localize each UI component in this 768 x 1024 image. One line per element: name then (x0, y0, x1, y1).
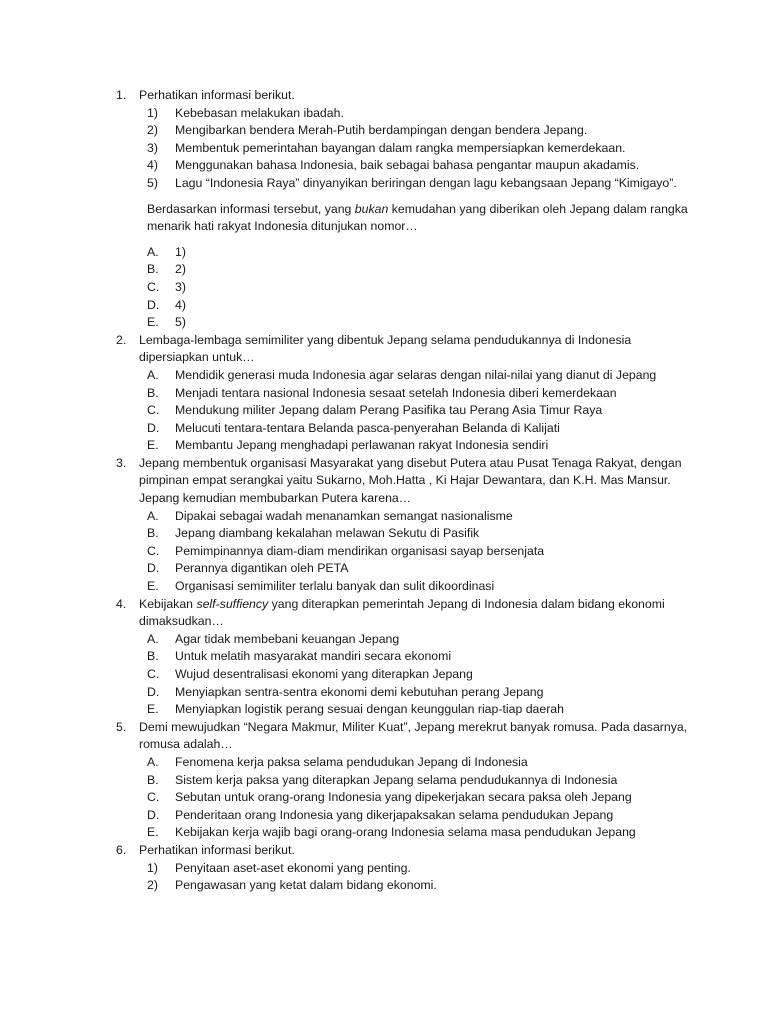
answer-option (0, 560, 768, 578)
option-text: Fenomena kerja paksa selama pendudukan Jepang di Indonesia (175, 754, 528, 769)
option-text: Menjadi tentara nasional Indonesia sesaat setelah Indonesia diberi kemerdekaan (175, 385, 617, 400)
answer-option (0, 631, 768, 649)
answer-option (0, 648, 768, 666)
question-number: 4. (116, 596, 127, 611)
option-letter: C. (147, 667, 160, 681)
option-letter: B. (147, 772, 159, 787)
answer-option (0, 754, 768, 772)
list-item (0, 860, 768, 878)
item-number: 2) (147, 878, 158, 893)
list-item (0, 877, 768, 895)
question-2 (0, 332, 768, 455)
option-text: Sistem kerja paksa yang diterapkan Jepang selama pendudukannya di Indonesia (175, 772, 618, 787)
option-text: Dipakai sebagai wadah menanamkan semangat nasionalisme (175, 508, 513, 523)
answer-option (0, 244, 768, 262)
item-number: 2) (147, 123, 158, 138)
option-text: Mendukung militer Jepang dalam Perang Pasifika tau Perang Asia Timur Raya (175, 403, 603, 418)
question-6 (0, 842, 768, 895)
option-text: Penderitaan orang Indonesia yang dikerjapaksakan selama pendudukan Jepang (175, 807, 614, 822)
option-text: Jepang diambang kekalahan melawan Sekutu di Pasifik (175, 526, 480, 541)
list-item (0, 105, 768, 123)
item-text: Membentuk pemerintahan bayangan dalam rangka mempersiapkan kemerdekaan. (175, 140, 626, 155)
option-text: 5) (175, 315, 186, 330)
option-text: Kebijakan kerja wajib bagi orang-orang Indonesia selama masa pendudukan Jepang (175, 825, 636, 840)
question-5 (0, 719, 768, 842)
option-letter: D. (147, 297, 160, 312)
question-text: Demi mewujudkan “Negara Makmur, Militer Kuat”, Jepang merekrut banyak romusa. Pada dasarnya, romusa adalah… (139, 719, 688, 752)
option-letter: C. (147, 543, 160, 558)
item-number: 5) (147, 175, 158, 190)
answer-option (0, 772, 768, 790)
answer-option (0, 824, 768, 842)
option-text: Melucuti tentara-tentara Belanda pasca-penyerahan Belanda di Kalijati (175, 420, 560, 435)
answer-option (0, 666, 768, 684)
paragraph-text: Berdasarkan informasi tersebut, yang (147, 201, 355, 216)
question-stem (0, 719, 768, 754)
answer-option (0, 367, 768, 385)
option-text: Mendidik generasi muda Indonesia agar selaras dengan nilai-nilai yang dianut di Jepang (175, 367, 657, 382)
answer-option (0, 297, 768, 315)
answer-option (0, 420, 768, 438)
item-text: Penyitaan aset-aset ekonomi yang penting. (175, 860, 411, 875)
question-number: 3. (116, 455, 127, 470)
question-text: Perhatikan informasi berikut. (139, 88, 295, 102)
item-text: Pengawasan yang ketat dalam bidang ekonomi. (175, 878, 437, 893)
option-letter: B. (147, 385, 159, 400)
option-text: 2) (175, 262, 186, 277)
question-number: 5. (116, 719, 127, 734)
document-page (0, 87, 768, 895)
question-number: 1. (116, 88, 127, 102)
answer-option (0, 402, 768, 420)
question-1 (0, 87, 768, 332)
answer-option (0, 437, 768, 455)
option-letter: E. (147, 315, 159, 330)
question-text: yang diterapkan pemerintah Jepang di Indonesia dalam bidang ekonomi dimaksudkan… (139, 596, 665, 629)
option-text: Organisasi semimiliter terlalu banyak dan sulit dikoordinasi (175, 579, 495, 594)
list-item (0, 140, 768, 158)
option-text: Sebutan untuk orang-orang Indonesia yang dipekerjakan secara paksa oleh Jepang (175, 790, 632, 805)
option-letter: D. (147, 807, 160, 822)
option-letter: E. (147, 579, 159, 594)
option-letter: B. (147, 262, 159, 277)
option-text: Agar tidak membebani keuangan Jepang (175, 631, 400, 646)
list-item (0, 175, 768, 193)
option-letter: C. (147, 279, 160, 294)
question-stem (0, 87, 768, 105)
option-letter: E. (147, 825, 159, 840)
option-text: 1) (175, 244, 186, 259)
answer-option (0, 701, 768, 719)
item-text: Lagu “Indonesia Raya” dinyanyikan beriringan dengan lagu kebangsaan Jepang “Kimigayo”. (175, 175, 677, 190)
question-text: Jepang membentuk organisasi Masyarakat yang disebut Putera atau Pusat Tenaga Rakyat, dengan pimpinan empat serangkai yaitu Sukarno, Moh.Hatta , Ki Hajar Dewantara, dan K.H. Mas Mansur. Jepang kemudian membubarkan Putera karena… (139, 455, 682, 506)
option-letter: A. (147, 631, 159, 646)
answer-option (0, 314, 768, 332)
option-letter: D. (147, 420, 160, 435)
question-stem (0, 332, 768, 367)
answer-option (0, 543, 768, 561)
question-stem (0, 455, 768, 508)
answer-option (0, 578, 768, 596)
option-text: Membantu Jepang menghadapi perlawanan rakyat Indonesia sendiri (175, 438, 549, 453)
item-text: Kebebasan melakukan ibadah. (175, 105, 344, 120)
question-number: 2. (116, 332, 127, 347)
option-letter: A. (147, 244, 159, 259)
question-4 (0, 596, 768, 719)
answer-option (0, 807, 768, 825)
answer-option (0, 684, 768, 702)
question-text: Perhatikan informasi berikut. (139, 842, 295, 857)
option-letter: C. (147, 403, 160, 418)
option-letter: A. (147, 367, 159, 382)
question-text: Kebijakan (139, 596, 197, 611)
option-letter: A. (147, 754, 159, 769)
item-text: Menggunakan bahasa Indonesia, baik sebagai bahasa pengantar maupun akadamis. (175, 158, 640, 173)
option-text: Wujud desentralisasi ekonomi yang diterapkan Jepang (175, 667, 473, 681)
answer-option (0, 261, 768, 279)
question-number: 6. (116, 842, 127, 857)
option-letter: D. (147, 684, 160, 699)
option-letter: A. (147, 508, 159, 523)
question-3 (0, 455, 768, 596)
answer-option (0, 525, 768, 543)
answer-option (0, 789, 768, 807)
option-text: Perannya digantikan oleh PETA (175, 561, 349, 576)
option-text: Menyiapkan sentra-sentra ekonomi demi kebutuhan perang Jepang (175, 684, 544, 699)
question-stem (0, 596, 768, 631)
question-text: Lembaga-lembaga semimiliter yang dibentuk Jepang selama pendudukannya di Indonesia dipersiapkan untuk… (139, 332, 632, 365)
item-text: Mengibarkan bendera Merah-Putih berdampingan dengan bendera Jepang. (175, 123, 588, 138)
list-item (0, 157, 768, 175)
option-letter: B. (147, 649, 159, 664)
list-item (0, 122, 768, 140)
option-text: Menyiapkan logistik perang sesuai dengan keunggulan riap-tiap daerah (175, 702, 564, 717)
option-text: Pemimpinannya diam-diam mendirikan organisasi sayap bersenjata (175, 543, 545, 558)
paragraph-text: kemudahan yang diberikan oleh Jepang dalam rangka menarik hati rakyat Indonesia ditunjukan nomor… (147, 201, 688, 234)
answer-option (0, 385, 768, 403)
question-paragraph (0, 201, 768, 236)
option-text: Untuk melatih masyarakat mandiri secara ekonomi (175, 649, 452, 664)
answer-option (0, 508, 768, 526)
item-number: 3) (147, 140, 158, 155)
item-number: 1) (147, 860, 158, 875)
emphasis-text: bukan (354, 201, 389, 216)
question-stem (0, 842, 768, 860)
option-letter: E. (147, 702, 159, 717)
option-letter: B. (147, 526, 159, 541)
emphasis-text: self-suffiency (196, 596, 269, 611)
item-number: 4) (147, 158, 158, 173)
option-letter: E. (147, 438, 159, 453)
option-letter: D. (147, 561, 160, 576)
option-text: 3) (175, 279, 186, 294)
option-text: 4) (175, 297, 186, 312)
answer-option (0, 279, 768, 297)
option-letter: C. (147, 790, 160, 805)
item-number: 1) (147, 105, 158, 120)
